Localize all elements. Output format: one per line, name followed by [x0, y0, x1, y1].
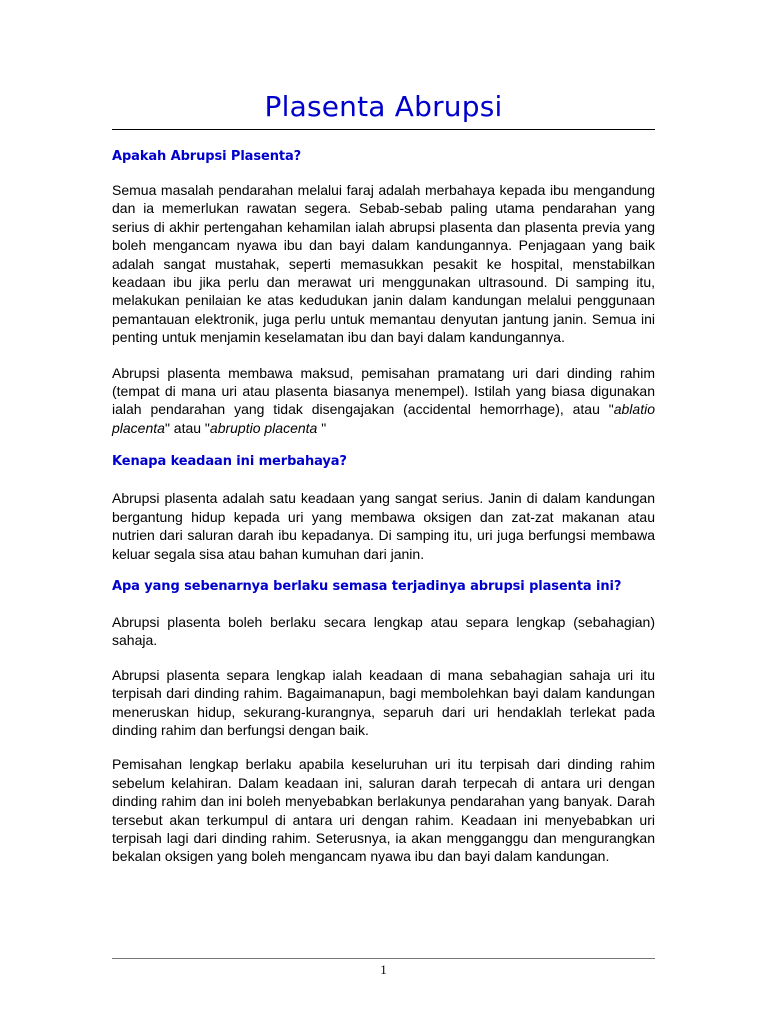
paragraph-text: " atau "	[164, 419, 210, 436]
paragraph: Pemisahan lengkap berlaku apabila keseluruhan uri itu terpisah dari dinding rahim sebelum kelahiran. Dalam keadaan ini, saluran darah terpecah di antara uri dengan dinding rahim dan ini boleh menyebabkan berlakunya pendarahan yang banyak. Darah tersebut akan terkumpul di antara uri dengan rahim. Keadaan ini menyebabkan uri terpisah lagi dari dinding rahim. Seterusnya, ia akan mengganggu dan mengurangkan bekalan oksigen yang boleh mengancam nyawa ibu dan bayi dalam kandungan.	[112, 756, 655, 865]
paragraph: Abrupsi plasenta boleh berlaku secara lengkap atau separa lengkap (sebahagian) sahaja.	[112, 613, 655, 649]
paragraph-text: Abrupsi plasenta membawa maksud, pemisahan pramatang uri dari dinding rahim (tempat di mana uri atau plasenta biasanya menempel). Istilah yang biasa digunakan ialah pendarahan yang tidak disengajakan (accidental hemorrhage), atau "	[112, 364, 655, 418]
page-number: 1	[380, 962, 387, 977]
document-page	[112, 88, 655, 866]
title-divider	[112, 129, 655, 130]
latin-term: abruptio placenta	[209, 419, 318, 436]
section-heading-what-is: Apakah Abrupsi Plasenta?	[112, 149, 302, 164]
section-heading-what-happens: Apa yang sebenarnya berlaku semasa terjadinya abrupsi plasenta ini?	[112, 578, 622, 594]
latin-term: ablatio placenta	[112, 401, 655, 436]
footer-divider	[112, 958, 655, 959]
paragraph: Abrupsi plasenta adalah satu keadaan yang sangat serius. Janin di dalam kandungan bergantung hidup kepada uri yang membawa oksigen dan zat-zat makanan atau nutrien dari saluran darah ibu kepadanya. Di samping itu, uri juga berfungsi membawa keluar segala sisa atau bahan kumuhan dari janin.	[112, 490, 655, 562]
paragraph-text: "	[317, 419, 327, 436]
paragraph: Semua masalah pendarahan melalui faraj adalah merbahaya kepada ibu mengandung dan ia memerlukan rawatan segera. Sebab-sebab paling utama pendarahan yang serius di akhir pertengahan kehamilan ialah abrupsi plasenta dan plasenta previa yang boleh mengancam nyawa ibu dan bayi dalam kandungannya. Penjagaan yang baik adalah sangat mustahak, seperti memasukkan pesakit ke hospital, menstabilkan keadaan ibu jika perlu dan merawat uri menggunakan ultrasound. Di samping itu, melakukan penilaian ke atas kedudukan janin dalam kandungan melalui penggunaan pemantauan elektronik, juga perlu untuk memantau denyutan jantung janin. Semua ini penting untuk menjamin keselamatan ibu dan bayi dalam kandungannya.	[112, 182, 655, 346]
paragraph-definition	[112, 364, 655, 438]
paragraph: Abrupsi plasenta separa lengkap ialah keadaan di mana sebahagian sahaja uri itu terpisah dari dinding rahim. Bagaimanapun, bagi membolehkan bayi dalam kandungan meneruskan hidup, sekurang-kurangnya, separuh dari uri hendaklah terlekat pada dinding rahim dan berfungsi dengan baik.	[112, 666, 655, 738]
section-heading-why-dangerous: Kenapa keadaan ini merbahaya?	[112, 454, 347, 470]
document-title: Plasenta Abrupsi	[264, 90, 503, 123]
